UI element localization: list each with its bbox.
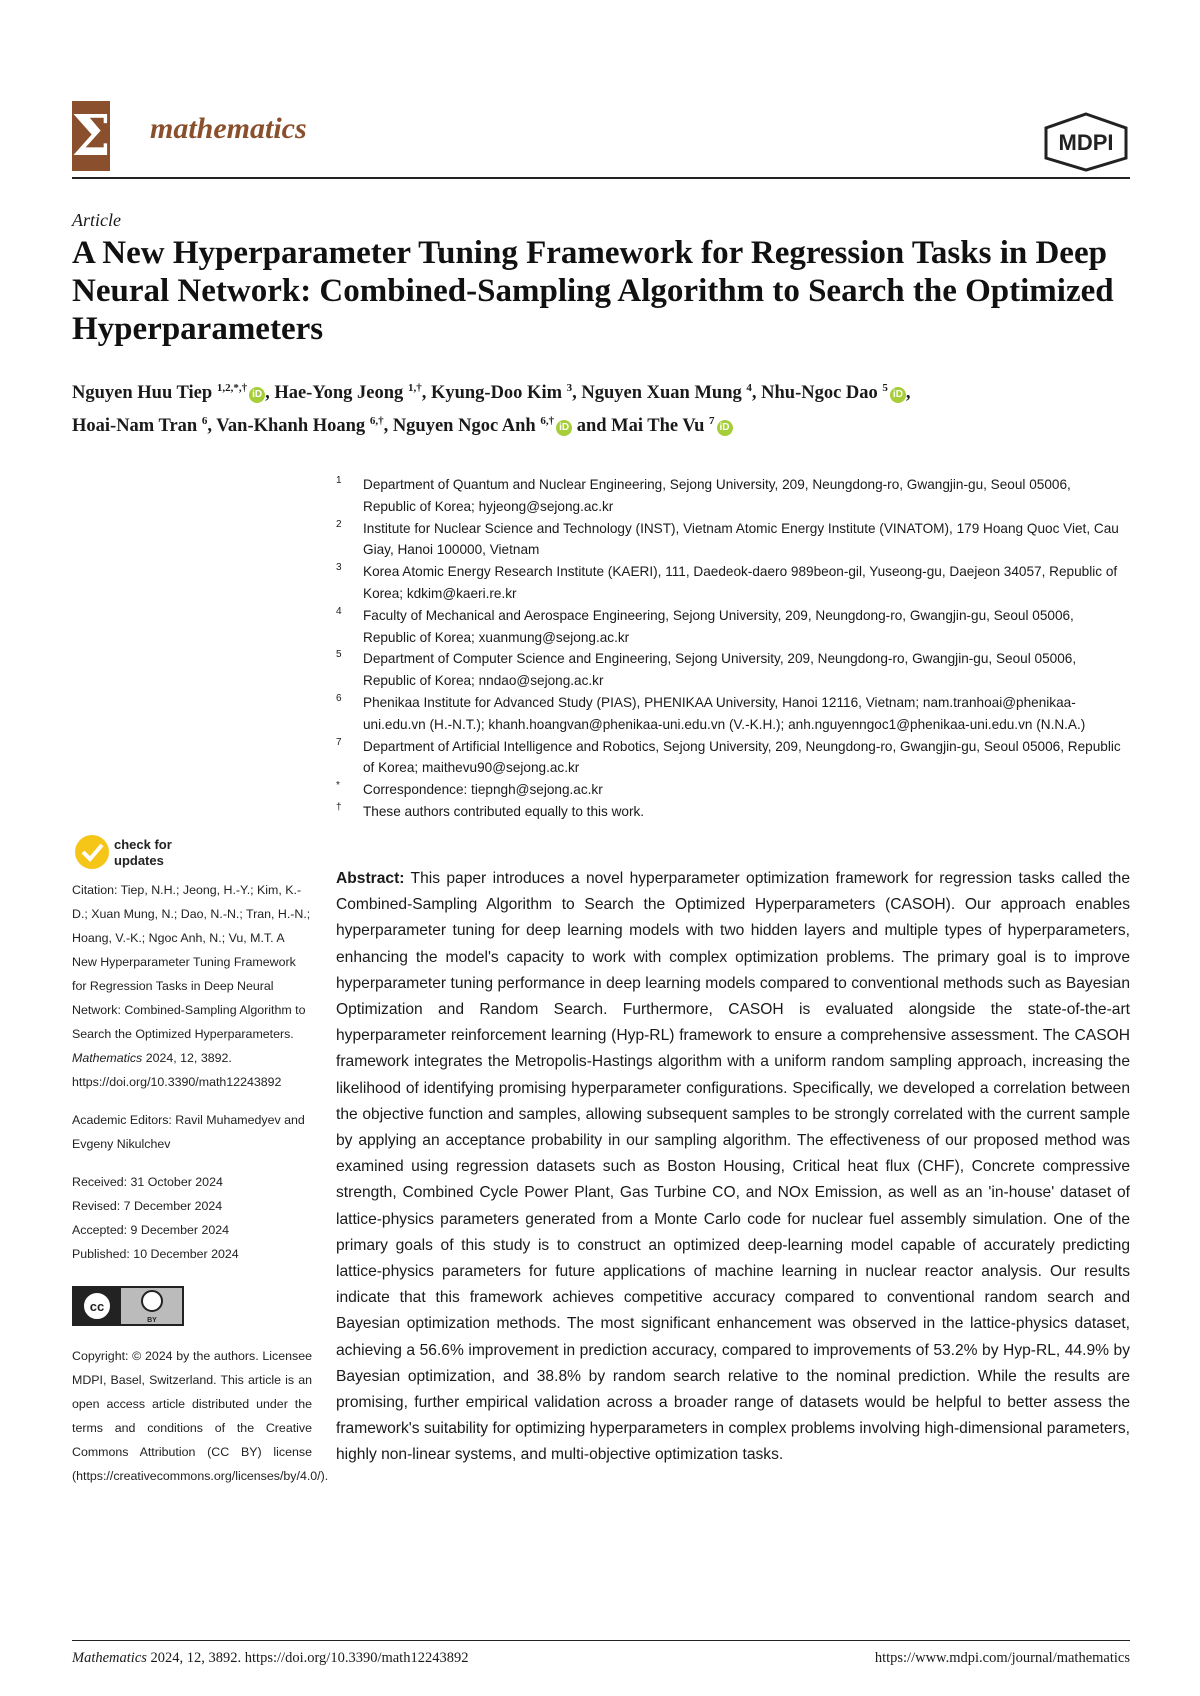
- abstract-label: Abstract:: [336, 870, 405, 887]
- affiliation-number: †: [336, 801, 342, 813]
- author-list: [72, 374, 1132, 440]
- sigma-icon: Σ: [71, 103, 111, 169]
- footer-divider: [72, 1640, 1130, 1641]
- author-separator: ,: [207, 416, 217, 437]
- author-separator: ,: [421, 383, 431, 404]
- affiliation-item: [336, 518, 1126, 562]
- footer-citation: Mathematics 2024, 12, 3892. https://doi.org/10.3390/math12243892: [72, 1650, 469, 1666]
- affiliation-text: These authors contributed equally to this work.: [363, 803, 645, 819]
- journal-name[interactable]: mathematics: [150, 112, 307, 145]
- author-connector: and: [572, 416, 612, 437]
- author-name[interactable]: Hae-Yong Jeong: [274, 383, 408, 404]
- journal-logo: [72, 101, 110, 171]
- affiliation-item: [336, 474, 1126, 518]
- affiliation-text: Department of Computer Science and Engineering, Sejong University, 209, Neungdong-ro, Gwangjin-gu, Seoul 05006, Republic of Korea; nndao@sejong.ac.kr: [363, 651, 1077, 689]
- affiliation-list: [336, 474, 1126, 823]
- affiliation-text: Faculty of Mechanical and Aerospace Engineering, Sejong University, 209, Neungdong-ro, Gwangjin-gu, Seoul 05006, Republic of Korea; xuanmung@sejong.ac.kr: [363, 607, 1074, 645]
- affiliation-item: [336, 648, 1126, 692]
- affiliation-number: 5: [336, 649, 342, 661]
- author-affiliation-marker: 6,†: [369, 415, 384, 428]
- received-date: Received: 31 October 2024: [72, 1175, 223, 1189]
- affiliation-text: Phenikaa Institute for Advanced Study (PIAS), PHENIKAA University, Hanoi 12116, Vietnam; nam.tranhoai@phenikaa-uni.edu.vn (H.-N.T.); khanh.hoangvan@phenikaa-uni.edu.vn (V.-K.H.); anh.nguyenngoc1@phenikaa-uni.edu.vn (N.N.A.): [363, 694, 1086, 732]
- orcid-icon[interactable]: iD: [717, 420, 733, 436]
- author-name[interactable]: Kyung-Doo Kim: [430, 383, 567, 404]
- affiliation-text: Department of Quantum and Nuclear Engineering, Sejong University, 209, Neungdong-ro, Gwangjin-gu, Seoul 05006, Republic of Korea; hyjeong@sejong.ac.kr: [363, 477, 1071, 514]
- affiliation-item: [336, 801, 1126, 823]
- citation-doi-link[interactable]: 2024, 12, 3892. https://doi.org/10.3390/math12243892: [72, 1051, 282, 1089]
- person-icon: [142, 1291, 162, 1311]
- author-separator: ,: [572, 383, 582, 404]
- article-title: A New Hyperparameter Tuning Framework for Regression Tasks in Deep Neural Network: Combined-Sampling Algorithm to Search the Optimized Hyperparameters: [72, 235, 1114, 347]
- author-separator: ,: [265, 383, 275, 404]
- author-affiliation-marker: 1,†: [407, 382, 422, 394]
- svg-text:BY: BY: [147, 1317, 157, 1324]
- orcid-icon[interactable]: iD: [249, 387, 265, 403]
- orcid-icon[interactable]: iD: [890, 387, 906, 403]
- affiliation-text: Correspondence: tiepngh@sejong.ac.kr: [363, 782, 603, 798]
- author-separator: ,: [751, 383, 762, 404]
- author-name[interactable]: Nhu-Ngoc Dao: [761, 383, 883, 404]
- author-separator: ,: [383, 416, 393, 437]
- academic-editors: Academic Editors: Ravil Muhamedyev and Evgeny Nikulchev: [72, 1113, 305, 1151]
- copyright-notice: Copyright: © 2024 by the authors. Licensee MDPI, Basel, Switzerland. This article is an open access article distributed under the terms and conditions of the Creative Commons Attribution (CC BY) license (https://creativecommons.org/licenses/by/4.0/).: [72, 1349, 329, 1483]
- author-name[interactable]: Mai The Vu: [611, 416, 710, 437]
- affiliation-number: 3: [336, 562, 342, 574]
- author-affiliation-marker: 6,†: [540, 415, 555, 428]
- mdpi-logo-text: MDPI: [1058, 130, 1114, 155]
- affiliation-number: 6: [336, 692, 342, 704]
- revised-date: Revised: 7 December 2024: [72, 1199, 223, 1213]
- author-affiliation-marker: 5: [882, 382, 888, 394]
- author-name[interactable]: Van-Khanh Hoang: [216, 416, 370, 437]
- cc-by-license-badge[interactable]: [72, 1286, 184, 1326]
- svg-text:cc: cc: [89, 1299, 105, 1314]
- header-divider: [72, 177, 1130, 179]
- published-date: Published: 10 December 2024: [72, 1247, 239, 1261]
- svg-text:check for: check for: [114, 837, 172, 852]
- affiliation-number: 7: [336, 736, 342, 748]
- author-affiliation-marker: 6: [201, 415, 208, 428]
- sidebar: [72, 878, 329, 1502]
- affiliation-number: 1: [336, 475, 342, 486]
- affiliation-text: Korea Atomic Energy Research Institute (KAERI), 111, Daedeok-daero 989beon-gil, Yuseong-gu, Daejeon 34057, Republic of Korea; kdkim@kaeri.re.kr: [363, 564, 1118, 601]
- svg-text:updates: updates: [114, 853, 164, 868]
- author-name[interactable]: Nguyen Ngoc Anh: [392, 416, 541, 437]
- affiliation-item: [336, 779, 1126, 801]
- affiliation-item: [336, 692, 1126, 736]
- author-separator: ,: [905, 383, 911, 404]
- author-name[interactable]: Hoai-Nam Tran: [72, 416, 202, 437]
- footer-doi-link[interactable]: 2024, 12, 3892. https://doi.org/10.3390/math12243892: [150, 1650, 469, 1666]
- affiliation-number: 2: [336, 518, 342, 530]
- orcid-icon[interactable]: iD: [556, 420, 572, 436]
- dates: [72, 1170, 312, 1266]
- affiliation-item: [336, 561, 1126, 605]
- author-affiliation-marker: 1,2,*,†: [216, 382, 248, 394]
- affiliation-text: Department of Artificial Intelligence and Robotics, Sejong University, 209, Neungdong-ro, Gwangjin-gu, Seoul 05006, Republic of Korea; maithevu90@sejong.ac.kr: [363, 738, 1121, 776]
- accepted-date: Accepted: 9 December 2024: [72, 1223, 230, 1237]
- footer-journal-url[interactable]: https://www.mdpi.com/journal/mathematics: [874, 1650, 1130, 1666]
- affiliation-number: *: [336, 780, 340, 792]
- author-affiliation-marker: 4: [746, 382, 752, 394]
- abstract: [336, 866, 1130, 1469]
- abstract-text: This paper introduces a novel hyperparameter optimization framework for regression tasks called the Combined-Sampling Algorithm to Search the Optimized Hyperparameters (CASOH). Our approach enables hyperparameter tuning for deep learning models with two hidden layers and multiple types of hyperparameters, enhancing the model's capacity to work with complex optimization problems. The primary goal is to improve hyperparameter tuning performance in deep learning models compared to conventional methods such as Bayesian Optimization and Random Search. Furthermore, CASOH is evaluated alongside the state-of-the-art hyperparameter reinforcement learning (Hyp-RL) framework to ensure a comprehensive assessment. The CASOH framework integrates the Metropolis-Hastings algorithm with a uniform random sampling approach, increasing the likelihood of identifying promising hyperparameter configurations. Specifically, we developed a correlation between the objective function and samples, allowing subsequent samples to be strongly correlated with the current sample by applying an acceptance probability in our sampling algorithm. The effectiveness of our proposed method was examined using regression datasets such as Boston Housing, Critical heat flux (CHF), Concrete compressive strength, Combined Cycle Power Plant, Gas Turbine CO, and NOx Emission, as well as an 'in-house' dataset of lattice-physics parameters generated from a Monte Carlo code for nuclear fuel assembly simulation. One of the primary goals of this study is to construct an optimized deep-learning model capable of accurately predicting lattice-physics parameters for future applications of machine learning in nuclear reactor analysis. Our results indicate that this framework achieves competitive accuracy compared to conventional random search and Bayesian optimization methods. The most significant enhancement was observed in the lattice-physics dataset, achieving a 56.6% improvement in prediction accuracy, compared to improvements of 53.2% by Hyp-RL, 44.9% by Bayesian optimization, and 38.8% by random search relative to the nominal prediction. While the results are promising, further empirical validation across a broader range of datasets would be helpful to better assess the framework's suitability for optimizing hyperparameters in complex problems involving high-dimensional parameters, highly non-linear systems, and multi-objective optimization tasks.: [336, 870, 1130, 1464]
- author-name[interactable]: Nguyen Xuan Mung: [581, 383, 747, 404]
- mdpi-logo[interactable]: [1042, 112, 1130, 172]
- article-type: Article: [72, 210, 121, 230]
- affiliation-text: Institute for Nuclear Science and Technology (INST), Vietnam Atomic Energy Institute (VINATOM), 179 Hoang Quoc Viet, Cau Giay, Hanoi 100000, Vietnam: [363, 520, 1119, 558]
- citation: Citation: Tiep, N.H.; Jeong, H.-Y.; Kim, K.-D.; Xuan Mung, N.; Dao, N.-N.; Tran, H.-N.; Hoang, V.-K.; Ngoc Anh, N.; Vu, M.T. A New Hyperparameter Tuning Framework for Regression Tasks in Deep Neural Network: Combined-Sampling Algorithm to Search the Optimized Hyperparameters. Mathematics 2024, 12, 3892. https://doi.org/10.3390/math12243892: [72, 883, 311, 1089]
- affiliation-item: [336, 605, 1126, 649]
- author-affiliation-marker: 7: [709, 415, 715, 428]
- affiliation-item: [336, 736, 1126, 780]
- check-for-updates-badge[interactable]: [72, 832, 182, 872]
- author-name[interactable]: Nguyen Huu Tiep: [72, 383, 217, 404]
- author-affiliation-marker: 3: [566, 382, 573, 394]
- affiliation-number: 4: [336, 605, 342, 617]
